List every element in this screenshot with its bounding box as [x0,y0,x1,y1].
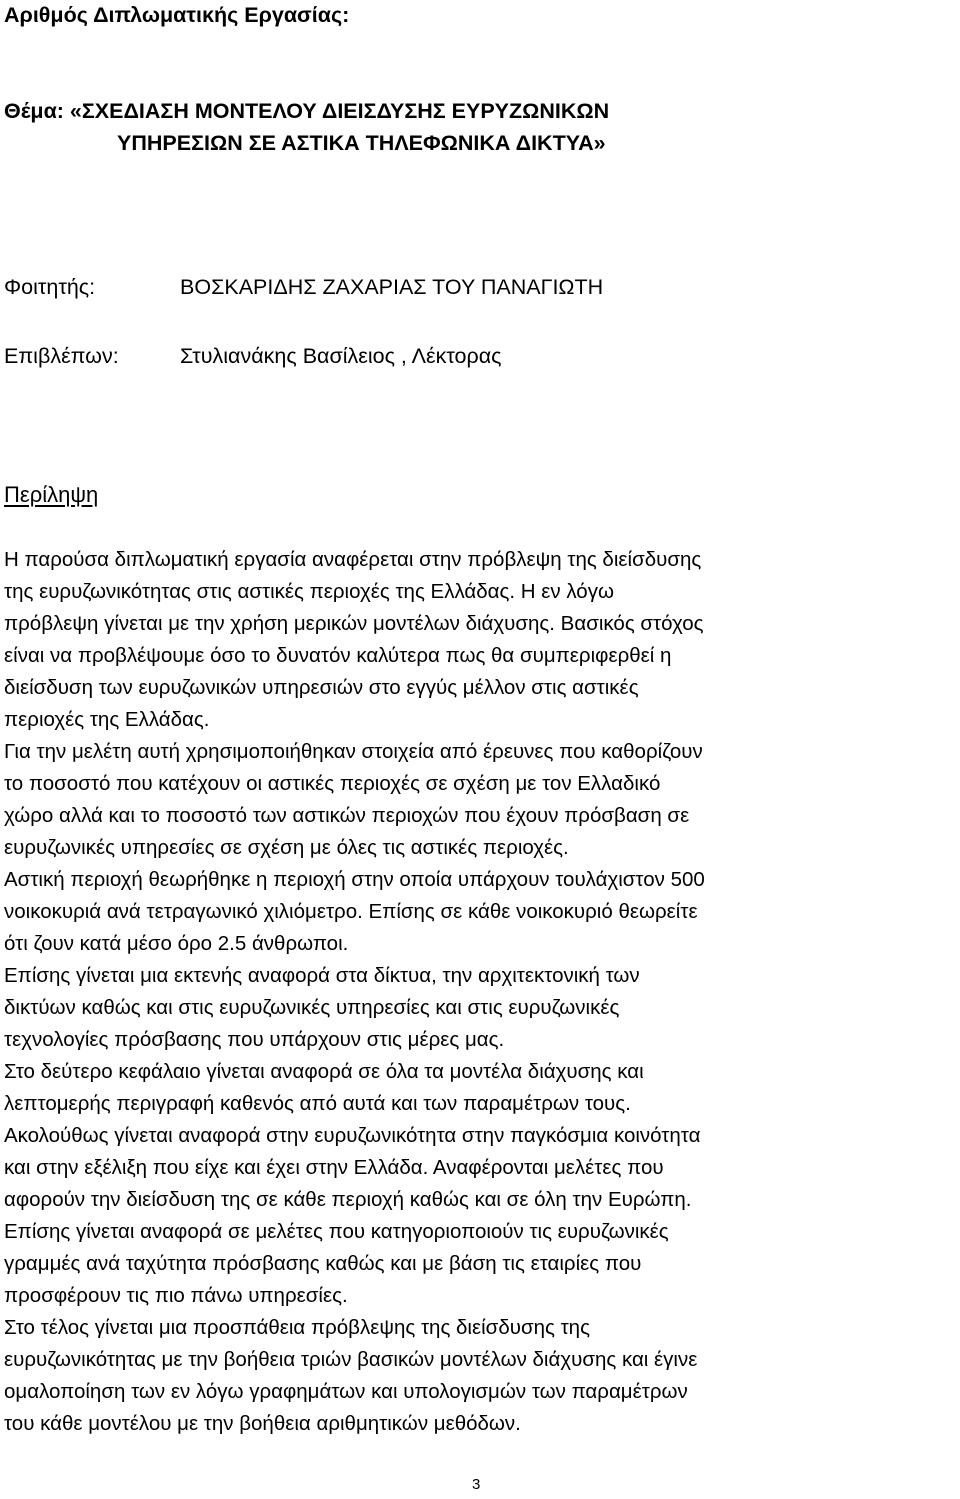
thesis-topic-line-2: ΥΠΗΡΕΣΙΩΝ ΣΕ ΑΣΤΙΚΑ ΤΗΛΕΦΩΝΙΚΑ ΔΙΚΤΥΑ» [117,131,606,155]
summary-line: διείσδυση των ευρυζωνικών υπηρεσιών στο εγγύς μέλλον στις αστικές [4,676,639,699]
student-name: ΒΟΣΚΑΡΙΔΗΣ ΖΑΧΑΡΙΑΣ ΤΟΥ ΠΑΝΑΓΙΩΤΗ [180,275,604,299]
summary-line: χώρο αλλά και το ποσοστό των αστικών περιοχών που έχουν πρόσβαση σε [4,804,690,827]
supervisor-name: Στυλιανάκης Βασίλειος , Λέκτορας [180,344,502,368]
summary-line: Στο δεύτερο κεφάλαιο γίνεται αναφορά σε όλα τα μοντέλα διάχυσης και [4,1060,644,1083]
summary-line: ευρυζωνικότητας με την βοήθεια τριών βασικών μοντέλων διάχυσης και έγινε [4,1348,698,1371]
summary-line: λεπτομερής περιγραφή καθενός από αυτά και των παραμέτρων τους. [4,1092,631,1115]
summary-line: Επίσης γίνεται αναφορά σε μελέτες που κατηγοριοποιούν τις ευρυζωνικές [4,1220,669,1243]
summary-line: τεχνολογίες πρόσβασης που υπάρχουν στις μέρες μας. [4,1028,505,1051]
summary-line: περιοχές της Ελλάδας. [4,708,210,731]
summary-line: Για την μελέτη αυτή χρησιμοποιήθηκαν στοιχεία από έρευνες που καθορίζουν [4,740,703,763]
summary-line: του κάθε μοντέλου με την βοήθεια αριθμητικών μεθόδων. [4,1412,521,1435]
summary-line: Επίσης γίνεται μια εκτενής αναφορά στα δίκτυα, την αρχιτεκτονική των [4,964,640,987]
student-label: Φοιτητής: [4,275,96,299]
summary-line: Αστική περιοχή θεωρήθηκε η περιοχή στην οποία υπάρχουν τουλάχιστον 500 [4,868,705,891]
summary-line: Η παρούσα διπλωματική εργασία αναφέρεται στην πρόβλεψη της διείσδυσης [4,548,702,571]
summary-line: πρόβλεψη γίνεται με την χρήση μερικών μοντέλων διάχυσης. Βασικός στόχος [4,612,704,635]
summary-line: της ευρυζωνικότητας στις αστικές περιοχές της Ελλάδας. Η εν λόγω [4,580,614,603]
summary-line: δικτύων καθώς και στις ευρυζωνικές υπηρεσίες και στις ευρυζωνικές [4,996,620,1019]
summary-line: ευρυζωνικές υπηρεσίες σε σχέση με όλες τις αστικές περιοχές. [4,836,569,859]
summary-line: Ακολούθως γίνεται αναφορά στην ευρυζωνικότητα στην παγκόσμια κοινότητα [4,1124,701,1147]
summary-line: το ποσοστό που κατέχουν οι αστικές περιοχές σε σχέση με τον Ελλαδικό [4,772,661,795]
summary-line: γραμμές ανά ταχύτητα πρόσβασης καθώς και με βάση τις εταιρίες που [4,1252,642,1275]
summary-line: ότι ζουν κατά μέσο όρο 2.5 άνθρωποι. [4,932,349,955]
summary-line: και στην εξέλιξη που είχε και έχει στην Ελλάδα. Αναφέρονται μελέτες που [4,1156,664,1179]
summary-line: είναι να προβλέψουμε όσο το δυνατόν καλύτερα πως θα συμπεριφερθεί η [4,644,672,667]
thesis-number-label: Αριθμός Διπλωματικής Εργασίας: [4,3,350,27]
summary-line: ομαλοποίηση των εν λόγω γραφημάτων και υπολογισμών των παραμέτρων [4,1380,688,1403]
summary-heading: Περίληψη [4,482,99,507]
thesis-topic-line-1: Θέμα: «ΣΧΕΔΙΑΣΗ ΜΟΝΤΕΛΟΥ ΔΙΕΙΣΔΥΣΗΣ ΕΥΡΥΖΩΝΙΚΩΝ [4,99,610,123]
summary-line: νοικοκυριά ανά τετραγωνικό χιλιόμετρο. Επίσης σε κάθε νοικοκυριό θεωρείτε [4,900,698,923]
summary-line: αφορούν την διείσδυση της σε κάθε περιοχή καθώς και σε όλη την Ευρώπη. [4,1188,692,1211]
summary-line: προσφέρουν τις πιο πάνω υπηρεσίες. [4,1284,348,1307]
summary-line: Στο τέλος γίνεται μια προσπάθεια πρόβλεψης της διείσδυσης της [4,1316,590,1339]
page-number: 3 [472,1476,481,1493]
summary-body [4,544,959,1440]
supervisor-label: Επιβλέπων: [4,344,119,368]
